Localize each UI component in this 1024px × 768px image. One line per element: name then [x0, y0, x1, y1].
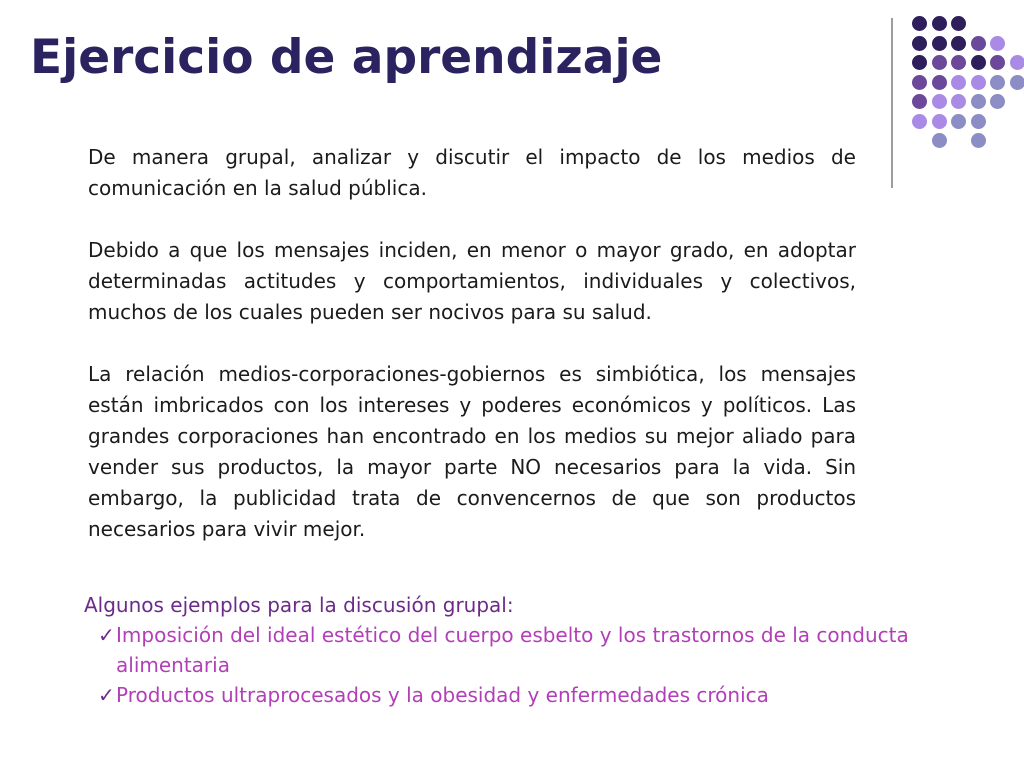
decorative-dot — [932, 36, 947, 51]
decorative-dot — [951, 75, 966, 90]
decorative-dot — [951, 36, 966, 51]
paragraph-3: La relación medios-corporaciones-gobiernos es simbiótica, los mensajes están imbricados con los intereses y poderes económicos y políticos. Las grandes corporaciones han encontrado en los medios su mejor aliado para vender sus productos, la mayor parte NO necesarios para la vida. Sin embargo, la publicidad trata de convencernos de que son productos necesarios para vivir mejor. — [88, 362, 856, 541]
decorative-dot — [912, 16, 927, 31]
decorative-dot — [971, 55, 986, 70]
decorative-dot — [912, 94, 927, 109]
decorative-dot — [932, 55, 947, 70]
decorative-dot — [932, 75, 947, 90]
paragraph-1: De manera grupal, analizar y discutir el impacto de los medios de comunicación en la salud pública. — [88, 145, 856, 200]
decorative-dot — [971, 133, 986, 148]
decorative-dot — [971, 114, 986, 129]
list-item-text: Imposición del ideal estético del cuerpo esbelto y los trastornos de la conducta alimentaria — [116, 623, 909, 677]
decorative-dot — [951, 55, 966, 70]
decorative-dot — [912, 36, 927, 51]
decorative-dot — [951, 114, 966, 129]
examples-list — [84, 620, 984, 710]
decorative-dot — [932, 16, 947, 31]
decorative-dot — [990, 94, 1005, 109]
decorative-dot — [971, 36, 986, 51]
decorative-dot — [932, 133, 947, 148]
decorative-dot — [990, 55, 1005, 70]
examples-section — [84, 590, 984, 710]
slide-body — [88, 142, 856, 576]
decorative-dot — [932, 114, 947, 129]
paragraph-2: Debido a que los mensajes inciden, en menor o mayor grado, en adoptar determinadas actitudes y comportamientos, individuales y colectivos, muchos de los cuales pueden ser nocivos para su salud. — [88, 238, 856, 324]
examples-heading: Algunos ejemplos para la discusión grupal: — [84, 593, 514, 617]
decorative-dot — [990, 36, 1005, 51]
decorative-dot — [932, 94, 947, 109]
decorative-dot — [971, 94, 986, 109]
decorative-dot — [951, 94, 966, 109]
decorative-dot — [990, 75, 1005, 90]
list-item-text: Productos ultraprocesados y la obesidad y enfermedades crónica — [116, 683, 769, 707]
check-icon: ✓ — [98, 623, 115, 647]
slide-title: Ejercicio de aprendizaje — [30, 30, 663, 85]
decorative-dot — [951, 16, 966, 31]
decorative-dot — [912, 55, 927, 70]
list-item — [84, 680, 984, 710]
list-item — [84, 620, 984, 680]
divider-line — [891, 18, 893, 188]
decorative-dot — [912, 75, 927, 90]
decorative-dot — [971, 75, 986, 90]
decorative-dot — [1010, 75, 1024, 90]
decorative-dot — [1010, 55, 1024, 70]
check-icon: ✓ — [98, 683, 115, 707]
decorative-dot — [912, 114, 927, 129]
